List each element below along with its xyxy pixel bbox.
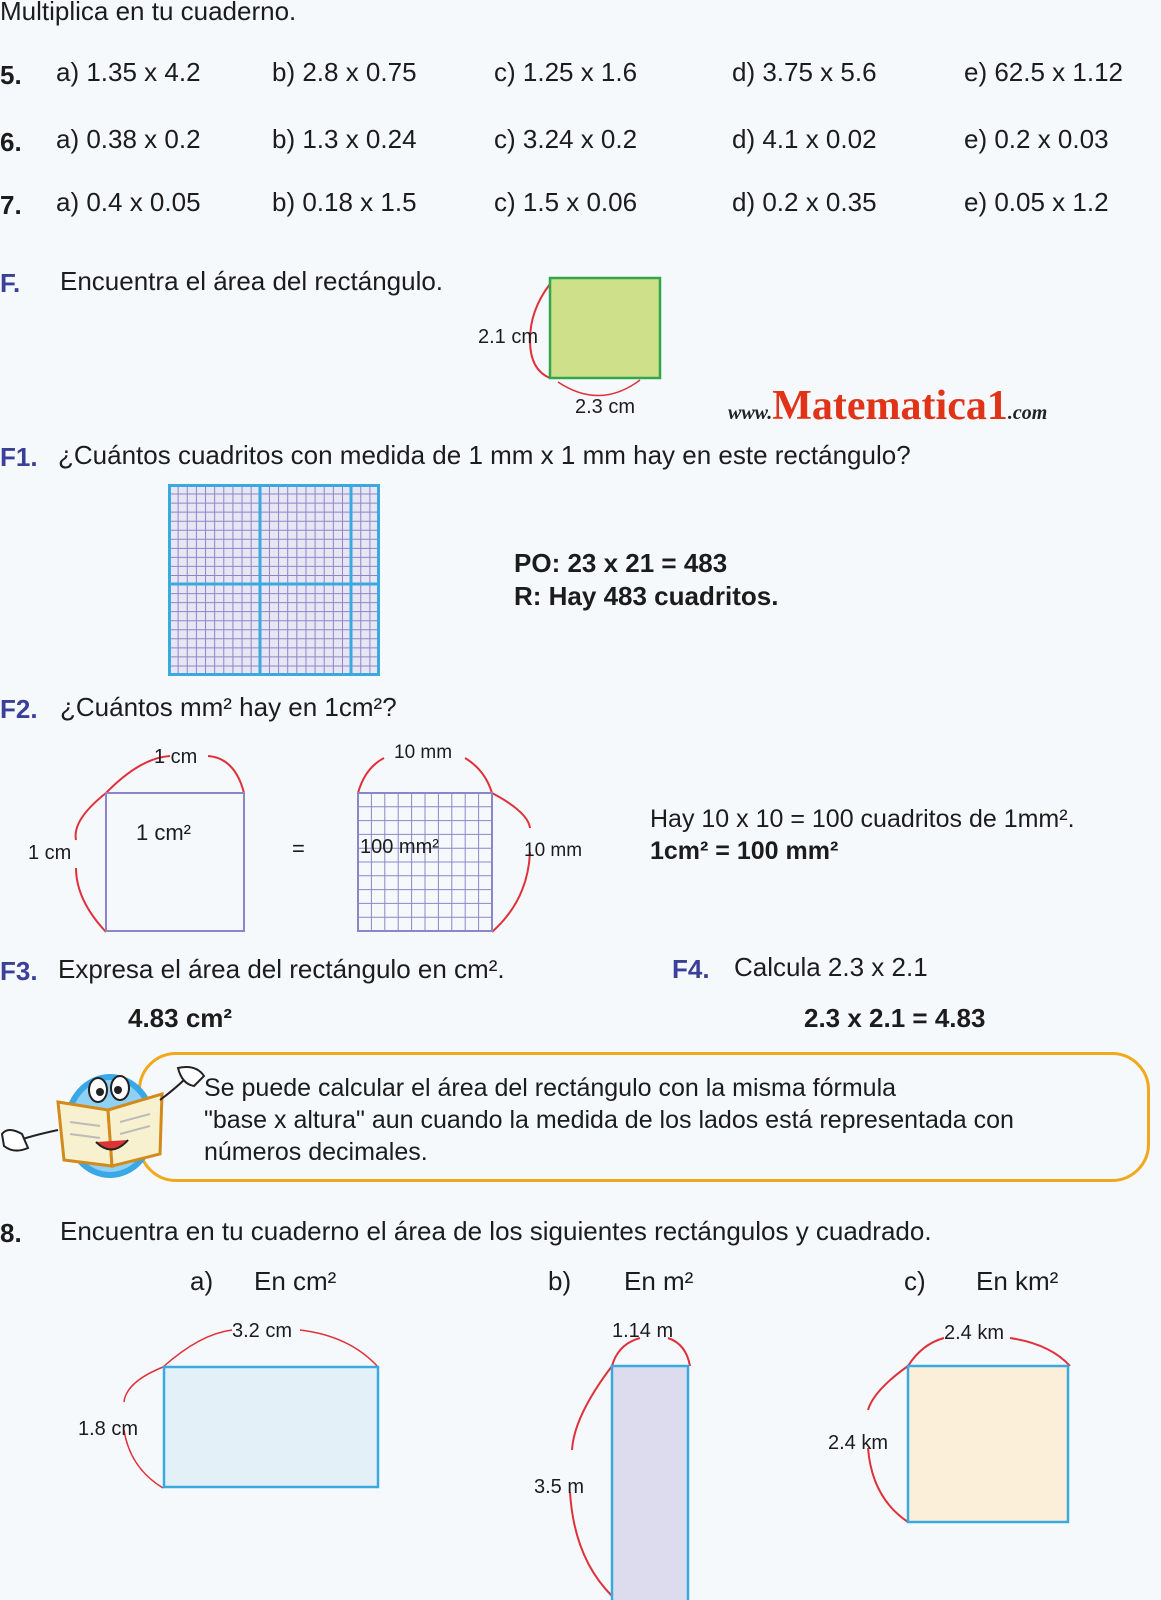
f2-left-inside-label: 1 cm² [136, 820, 191, 845]
ex8-a-unit: En cm² [254, 1266, 337, 1296]
rectangle-a [164, 1367, 378, 1487]
ex8-b-unit: En m² [624, 1266, 694, 1296]
section-f1-text: ¿Cuántos cuadritos con medida de 1 mm x 1 mm hay en este rectángulo? [58, 440, 911, 470]
f2-result: 1cm² = 100 mm² [650, 837, 839, 865]
exercise-item: c) 3.24 x 0.2 [494, 124, 638, 154]
exercise-item: e) 62.5 x 1.12 [964, 57, 1123, 87]
section-label-f1: F1. [0, 442, 38, 472]
f2-right-side-label: 10 mm [524, 840, 583, 861]
section-f3-text: Expresa el área del rectángulo en cm². [58, 954, 505, 984]
ex8-a-letter: a) [190, 1266, 214, 1296]
ex8-b-side-label: 3.5 m [534, 1476, 585, 1498]
f2-left-top-label: 1 cm [154, 746, 198, 768]
rectangle-f [550, 278, 660, 378]
logo-name: Matematica1 [772, 383, 1008, 429]
rectangle-f-width: 2.3 cm [575, 396, 636, 418]
f2-explanation: Hay 10 x 10 = 100 cuadritos de 1mm². [650, 805, 1075, 833]
section-f2-text: ¿Cuántos mm² hay en 1cm²? [60, 692, 397, 722]
logo-www: www. [728, 402, 773, 424]
ex8-c-unit: En km² [976, 1266, 1059, 1296]
exercise-item: d) 0.2 x 0.35 [732, 187, 877, 217]
callout-line: números decimales. [204, 1138, 428, 1166]
exercise-item: a) 1.35 x 4.2 [56, 57, 201, 87]
ex8-a-side-label: 1.8 cm [78, 1418, 139, 1440]
section-label-f3: F3. [0, 956, 38, 986]
callout-line: Se puede calcular el área del rectángulo con la misma fórmula [204, 1074, 897, 1102]
f2-right-inside-label: 100 mm² [360, 836, 439, 858]
ex8-c-side-label: 2.4 km [828, 1432, 889, 1454]
section-label-f2: F2. [0, 694, 38, 724]
exercise-item: d) 4.1 x 0.02 [732, 124, 877, 154]
rectangle-b [612, 1366, 688, 1600]
exercise-item: a) 0.38 x 0.2 [56, 124, 201, 154]
section-f4-text: Calcula 2.3 x 2.1 [734, 952, 928, 982]
exercise-number: 5. [0, 60, 22, 90]
exercise-number: 7. [0, 190, 22, 220]
instruction-text: Multiplica en tu cuaderno. [0, 0, 297, 26]
ex8-b-top-label: 1.14 m [612, 1320, 674, 1342]
logo-com: .com [1007, 402, 1048, 424]
section-f-text: Encuentra el área del rectángulo. [60, 266, 444, 296]
f3-answer: 4.83 cm² [128, 1003, 233, 1033]
f1-po: PO: 23 x 21 = 483 [514, 548, 728, 578]
mm-grid-rectangle [168, 484, 382, 678]
exercise-item: c) 1.25 x 1.6 [494, 57, 638, 87]
f4-answer: 2.3 x 2.1 = 4.83 [804, 1003, 986, 1033]
f2-right-top-label: 10 mm [394, 742, 453, 763]
ex8-a-top-label: 3.2 cm [232, 1320, 293, 1342]
ex8-b-letter: b) [548, 1266, 572, 1296]
book-mascot-icon [0, 1050, 210, 1190]
square-c [908, 1366, 1068, 1522]
exercise-item: d) 3.75 x 5.6 [732, 57, 877, 87]
exercise-number: 6. [0, 127, 22, 157]
exercise-item: a) 0.4 x 0.05 [56, 187, 201, 217]
exercise-item: b) 2.8 x 0.75 [272, 57, 417, 87]
ex8-c-letter: c) [904, 1266, 926, 1296]
ex8-c-top-label: 2.4 km [944, 1322, 1005, 1344]
exercise-item: b) 1.3 x 0.24 [272, 124, 417, 154]
f2-equals: = [292, 836, 305, 861]
rectangle-f-height: 2.1 cm [478, 326, 539, 348]
callout-line: "base x altura" aun cuando la medida de los lados está representada con [204, 1106, 1014, 1134]
exercise-item: e) 0.2 x 0.03 [964, 124, 1109, 154]
section-label-f4: F4. [672, 954, 710, 984]
site-logo [728, 382, 1047, 430]
ex8-shapes [0, 1300, 1161, 1600]
exercise-item: e) 0.05 x 1.2 [964, 187, 1109, 217]
exercise-item: c) 1.5 x 0.06 [494, 187, 638, 217]
section-label-f: F. [0, 268, 21, 298]
f2-left-side-label: 1 cm [28, 842, 72, 864]
exercise-number-8: 8. [0, 1218, 22, 1248]
f1-answer: R: Hay 483 cuadritos. [514, 581, 779, 611]
exercise-item: b) 0.18 x 1.5 [272, 187, 417, 217]
tip-callout-text [204, 1072, 1144, 1168]
exercise-8-text: Encuentra en tu cuaderno el área de los siguientes rectángulos y cuadrado. [60, 1216, 932, 1246]
